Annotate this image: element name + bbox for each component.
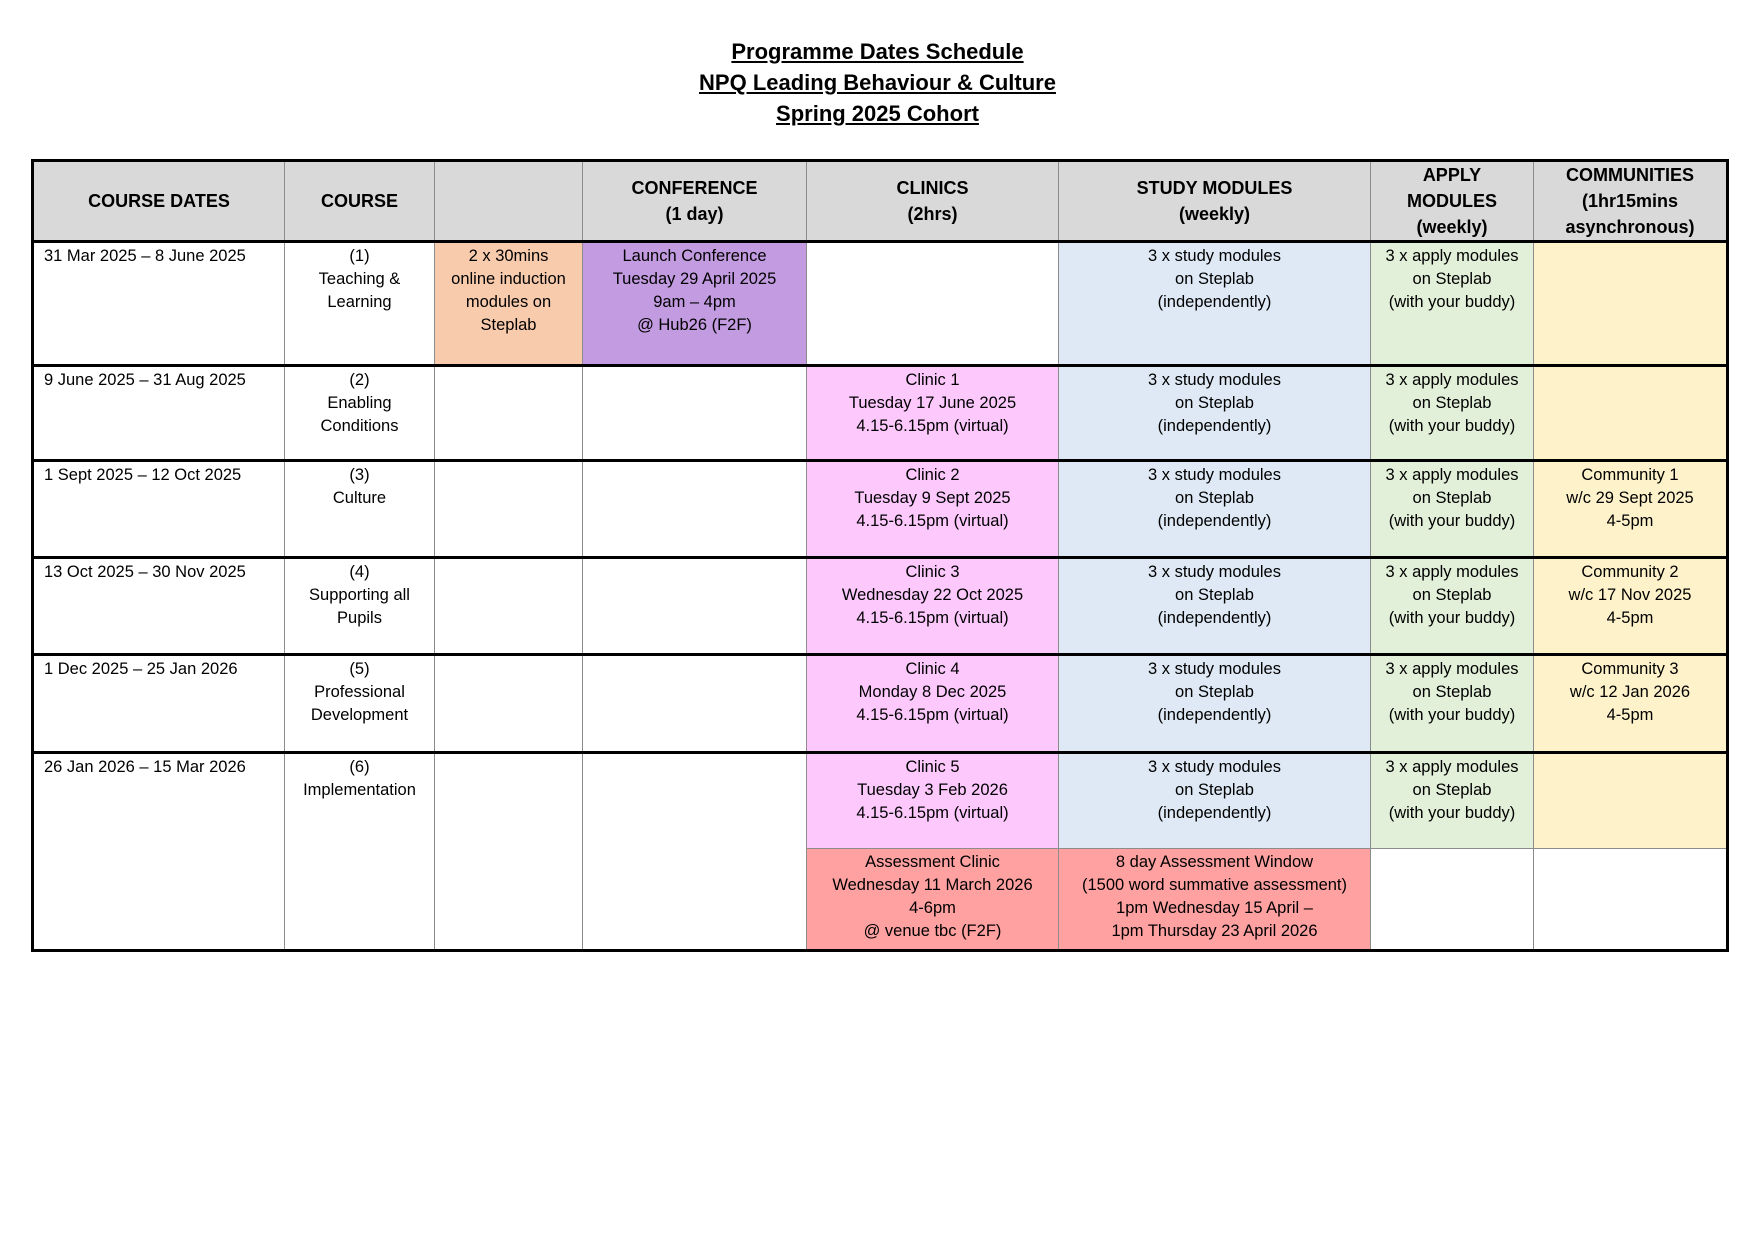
title-line-3: Spring 2025 Cohort — [776, 101, 979, 126]
header-row — [33, 161, 1728, 242]
community-cell — [1534, 242, 1728, 366]
course-dates-cell: 1 Dec 2025 – 25 Jan 2026 — [33, 655, 285, 753]
community-empty-cell — [1534, 849, 1728, 951]
conference-cell: Launch Conference Tuesday 29 April 2025 9am – 4pm @ Hub26 (F2F) — [583, 242, 807, 366]
course-cell: (5) Professional Development — [285, 655, 435, 753]
table-row — [33, 753, 1728, 849]
header-communities: COMMUNITIES (1hr15mins asynchronous) — [1534, 161, 1728, 242]
community-cell — [1534, 366, 1728, 461]
apply-modules-cell: 3 x apply modules on Steplab (with your buddy) — [1371, 242, 1534, 366]
conference-cell — [583, 655, 807, 753]
conference-cell — [583, 558, 807, 655]
induction-cell — [435, 461, 583, 558]
header-conference: CONFERENCE (1 day) — [583, 161, 807, 242]
course-dates-cell: 31 Mar 2025 – 8 June 2025 — [33, 242, 285, 366]
clinic-cell: Clinic 2 Tuesday 9 Sept 2025 4.15-6.15pm (virtual) — [807, 461, 1059, 558]
course-cell: (2) Enabling Conditions — [285, 366, 435, 461]
conference-cell — [583, 366, 807, 461]
header-blank — [435, 161, 583, 242]
assessment-clinic-cell: Assessment Clinic Wednesday 11 March 2026 4-6pm @ venue tbc (F2F) — [807, 849, 1059, 951]
study-modules-cell: 3 x study modules on Steplab (independently) — [1059, 366, 1371, 461]
study-modules-cell: 3 x study modules on Steplab (independently) — [1059, 558, 1371, 655]
apply-modules-cell: 3 x apply modules on Steplab (with your buddy) — [1371, 366, 1534, 461]
header-course: COURSE — [285, 161, 435, 242]
induction-cell — [435, 753, 583, 951]
title-line-1: Programme Dates Schedule — [731, 39, 1024, 64]
course-dates-cell: 1 Sept 2025 – 12 Oct 2025 — [33, 461, 285, 558]
clinic-cell: Clinic 5 Tuesday 3 Feb 2026 4.15-6.15pm (virtual) — [807, 753, 1059, 849]
header-clinics: CLINICS (2hrs) — [807, 161, 1059, 242]
document-title — [0, 36, 1755, 129]
study-modules-cell: 3 x study modules on Steplab (independently) — [1059, 461, 1371, 558]
schedule-table — [31, 159, 1729, 952]
apply-modules-cell: 3 x apply modules on Steplab (with your buddy) — [1371, 558, 1534, 655]
course-cell: (3) Culture — [285, 461, 435, 558]
induction-cell — [435, 655, 583, 753]
apply-modules-cell: 3 x apply modules on Steplab (with your buddy) — [1371, 655, 1534, 753]
course-cell: (1) Teaching & Learning — [285, 242, 435, 366]
study-modules-cell: 3 x study modules on Steplab (independently) — [1059, 242, 1371, 366]
course-dates-cell: 26 Jan 2026 – 15 Mar 2026 — [33, 753, 285, 951]
title-line-2: NPQ Leading Behaviour & Culture — [699, 70, 1056, 95]
course-cell: (6) Implementation — [285, 753, 435, 951]
header-study-modules: STUDY MODULES (weekly) — [1059, 161, 1371, 242]
conference-cell — [583, 753, 807, 951]
course-dates-cell: 9 June 2025 – 31 Aug 2025 — [33, 366, 285, 461]
table-row — [33, 461, 1728, 558]
study-modules-cell: 3 x study modules on Steplab (independently) — [1059, 655, 1371, 753]
apply-modules-cell: 3 x apply modules on Steplab (with your buddy) — [1371, 461, 1534, 558]
community-cell: Community 3 w/c 12 Jan 2026 4-5pm — [1534, 655, 1728, 753]
table-row — [33, 366, 1728, 461]
course-cell: (4) Supporting all Pupils — [285, 558, 435, 655]
course-dates-cell: 13 Oct 2025 – 30 Nov 2025 — [33, 558, 285, 655]
clinic-cell — [807, 242, 1059, 366]
induction-cell — [435, 558, 583, 655]
conference-cell — [583, 461, 807, 558]
apply-modules-cell: 3 x apply modules on Steplab (with your buddy) — [1371, 753, 1534, 849]
clinic-cell: Clinic 4 Monday 8 Dec 2025 4.15-6.15pm (virtual) — [807, 655, 1059, 753]
clinic-cell: Clinic 3 Wednesday 22 Oct 2025 4.15-6.15pm (virtual) — [807, 558, 1059, 655]
table-row — [33, 655, 1728, 753]
header-course-dates: COURSE DATES — [33, 161, 285, 242]
table-row — [33, 242, 1728, 366]
clinic-cell: Clinic 1 Tuesday 17 June 2025 4.15-6.15pm (virtual) — [807, 366, 1059, 461]
header-apply-modules: APPLY MODULES (weekly) — [1371, 161, 1534, 242]
induction-cell — [435, 366, 583, 461]
table-row — [33, 558, 1728, 655]
induction-cell: 2 x 30mins online induction modules on Steplab — [435, 242, 583, 366]
community-cell: Community 1 w/c 29 Sept 2025 4-5pm — [1534, 461, 1728, 558]
assessment-window-cell: 8 day Assessment Window (1500 word summative assessment) 1pm Wednesday 15 April – 1pm Thursday 23 April 2026 — [1059, 849, 1371, 951]
community-cell: Community 2 w/c 17 Nov 2025 4-5pm — [1534, 558, 1728, 655]
apply-modules-empty-cell — [1371, 849, 1534, 951]
study-modules-cell: 3 x study modules on Steplab (independently) — [1059, 753, 1371, 849]
community-cell — [1534, 753, 1728, 849]
